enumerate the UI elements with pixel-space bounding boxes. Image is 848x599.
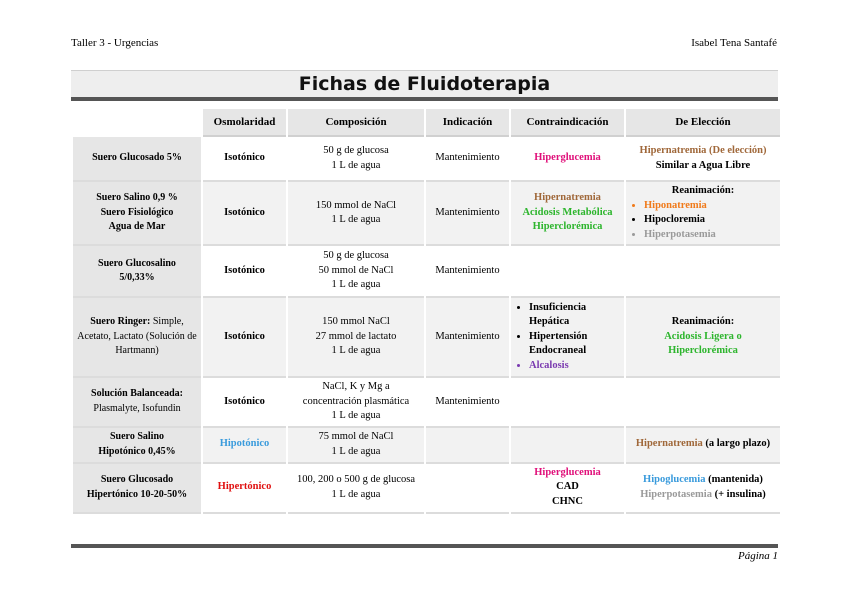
elec-cell xyxy=(626,378,780,428)
elec-cell xyxy=(626,246,780,298)
table-row xyxy=(73,246,780,298)
ind-value: Mantenimiento xyxy=(435,206,500,218)
contra-cell xyxy=(511,464,624,514)
row-name: Solución Balanceada: xyxy=(91,388,183,400)
elec-term: Hipoglucemia xyxy=(643,474,706,485)
table-row xyxy=(73,378,780,428)
table-row xyxy=(73,464,780,514)
row-name: Suero Glucosalino xyxy=(98,257,176,269)
comp-cell xyxy=(288,246,424,298)
elec-line xyxy=(629,473,777,488)
ind-cell xyxy=(426,428,509,464)
row-name: 5/0,33% xyxy=(119,272,155,283)
contra-item: • Alcalosis xyxy=(529,359,621,374)
elec-line xyxy=(629,488,777,503)
comp-line: 150 mmol de NaCl xyxy=(315,199,397,211)
osm-cell xyxy=(203,137,286,182)
row-name-cell xyxy=(73,182,201,246)
elec-cell xyxy=(626,137,780,182)
elec-note: (+ insulina) xyxy=(711,488,766,500)
osm-value: Hipotónico xyxy=(219,438,270,450)
comp-line: 1 L de agua xyxy=(331,488,381,500)
osm-cell xyxy=(203,464,286,514)
row-name: Suero Ringer: xyxy=(90,316,151,328)
comp-line: 1 L de agua xyxy=(331,214,381,225)
row-name: Suero Glucosado xyxy=(100,474,174,485)
row-name: Hipotónico 0,45% xyxy=(98,445,176,457)
comp-cell xyxy=(288,137,424,182)
comp-cell xyxy=(288,428,424,464)
osm-cell xyxy=(203,428,286,464)
row-name: Suero Fisiológico xyxy=(100,206,174,218)
contra-cell xyxy=(511,246,624,298)
row-name-detail: Plasmalyte, Isofundin xyxy=(93,402,181,414)
header-left: Taller 3 - Urgencias xyxy=(71,37,159,49)
elec-item: • Hipocloremia xyxy=(644,213,777,228)
col-composicion: Composición xyxy=(288,109,424,137)
comp-line: 50 g de glucosa xyxy=(323,145,389,156)
title-bar xyxy=(71,70,778,101)
osm-value: Isotónico xyxy=(224,395,265,407)
contra-line: CHNC xyxy=(552,495,583,507)
elec-item: • Hiponatremia xyxy=(644,199,777,214)
fluid-table xyxy=(71,109,782,514)
elec-term: Hiperpotasemia xyxy=(640,488,712,500)
elec-cell xyxy=(626,182,780,246)
elec-cell xyxy=(626,464,780,514)
comp-line: 100, 200 o 500 g de glucosa xyxy=(296,474,416,485)
osm-value: Isotónico xyxy=(224,206,265,218)
elec-note: (mantenida) xyxy=(705,474,763,485)
col-contraindicacion: Contraindicación xyxy=(511,109,624,137)
contra-line: Hiperglucemia xyxy=(534,466,601,478)
contra-line: Acidosis Metabólica xyxy=(522,206,613,218)
contra-cell xyxy=(511,137,624,182)
ind-value: Mantenimiento xyxy=(435,264,500,276)
contra-cell xyxy=(511,378,624,428)
contra-line: Hipernatremia xyxy=(534,192,601,204)
comp-line: 1 L de agua xyxy=(331,410,381,421)
ind-cell xyxy=(426,298,509,378)
ind-cell xyxy=(426,464,509,514)
elec-cell xyxy=(626,428,780,464)
table-row xyxy=(73,298,780,378)
osm-value: Isotónico xyxy=(224,264,265,276)
table-header-row xyxy=(73,109,780,137)
row-name-cell xyxy=(73,464,201,514)
ind-value: Mantenimiento xyxy=(435,330,500,342)
comp-line: concentración plasmática xyxy=(302,395,410,407)
contra-line: CAD xyxy=(556,481,579,493)
comp-line: 27 mmol de lactato xyxy=(315,330,397,342)
comp-line: 1 L de agua xyxy=(331,445,381,457)
ind-cell xyxy=(426,246,509,298)
row-name-detail: Simple, Acetato, Lactato (Solución de Hartmann) xyxy=(77,316,197,357)
elec-line: Acidosis Ligera o xyxy=(664,330,742,342)
comp-line: 50 mmol de NaCl xyxy=(318,264,394,276)
elec-title: Reanimación: xyxy=(671,185,735,196)
comp-cell xyxy=(288,182,424,246)
row-name-cell xyxy=(73,246,201,298)
osm-cell xyxy=(203,246,286,298)
comp-line: 1 L de agua xyxy=(331,345,381,357)
row-name: Hipertónico 10-20-50% xyxy=(86,488,188,500)
contra-list xyxy=(514,301,621,374)
comp-line: 75 mmol de NaCl xyxy=(318,431,394,442)
osm-cell xyxy=(203,378,286,428)
elec-list xyxy=(629,199,777,243)
col-indicacion: Indicación xyxy=(426,109,509,137)
row-name: Suero Glucosado 5% xyxy=(92,152,182,164)
table-row xyxy=(73,137,780,182)
row-name-cell xyxy=(73,137,201,182)
osm-value: Hipertónico xyxy=(217,481,272,493)
elec-note: (a largo plazo) xyxy=(702,438,771,450)
comp-line: NaCl, K y Mg a xyxy=(322,381,390,392)
osm-value: Isotónico xyxy=(224,152,265,164)
table-row xyxy=(73,428,780,464)
row-name: Agua de Mar xyxy=(108,221,166,233)
ind-cell xyxy=(426,182,509,246)
osm-cell xyxy=(203,298,286,378)
corner-cell xyxy=(73,109,201,137)
elec-term: Hipernatremia xyxy=(635,438,703,450)
footer-bar xyxy=(71,544,778,548)
comp-line: 150 mmol NaCl xyxy=(322,316,390,328)
comp-line: 50 g de glucosa xyxy=(323,250,389,262)
header-right: Isabel Tena Santafé xyxy=(691,37,777,49)
ind-cell xyxy=(426,137,509,182)
elec-title: Reanimación: xyxy=(671,316,735,328)
elec-item: • Hiperpotasemia xyxy=(644,228,777,243)
comp-cell xyxy=(288,378,424,428)
ind-value: Mantenimiento xyxy=(435,395,500,407)
col-osmolaridad: Osmolaridad xyxy=(203,109,286,137)
ind-cell xyxy=(426,378,509,428)
elec-line: Similar a Agua Libre xyxy=(655,159,751,171)
row-name-cell xyxy=(73,298,201,378)
row-name: Suero Salino 0,9 % xyxy=(96,192,178,204)
contra-item: • Hipertensión Endocraneal xyxy=(529,330,621,359)
osm-cell xyxy=(203,182,286,246)
contra-line: Hiperclorémica xyxy=(532,221,603,233)
elec-line: Hipernatremia (De elección) xyxy=(639,145,767,156)
col-eleccion: De Elección xyxy=(626,109,780,137)
contra-cell xyxy=(511,182,624,246)
page-number: Página 1 xyxy=(737,550,778,562)
row-name-cell xyxy=(73,378,201,428)
comp-line: 1 L de agua xyxy=(331,159,381,171)
contra-cell xyxy=(511,298,624,378)
row-name-cell xyxy=(73,428,201,464)
comp-cell xyxy=(288,464,424,514)
comp-line: 1 L de agua xyxy=(331,279,381,291)
page-title: Fichas de Fluidoterapia xyxy=(298,73,551,95)
elec-cell xyxy=(626,298,780,378)
contra-item: • Insuficiencia Hepática xyxy=(529,301,621,330)
elec-line: Hiperclorémica xyxy=(668,345,738,357)
row-name: Suero Salino xyxy=(110,431,164,442)
comp-cell xyxy=(288,298,424,378)
ind-value: Mantenimiento xyxy=(435,152,500,164)
contra-cell xyxy=(511,428,624,464)
table-row xyxy=(73,182,780,246)
osm-value: Isotónico xyxy=(224,330,265,342)
contra-line: Hiperglucemia xyxy=(534,152,601,164)
